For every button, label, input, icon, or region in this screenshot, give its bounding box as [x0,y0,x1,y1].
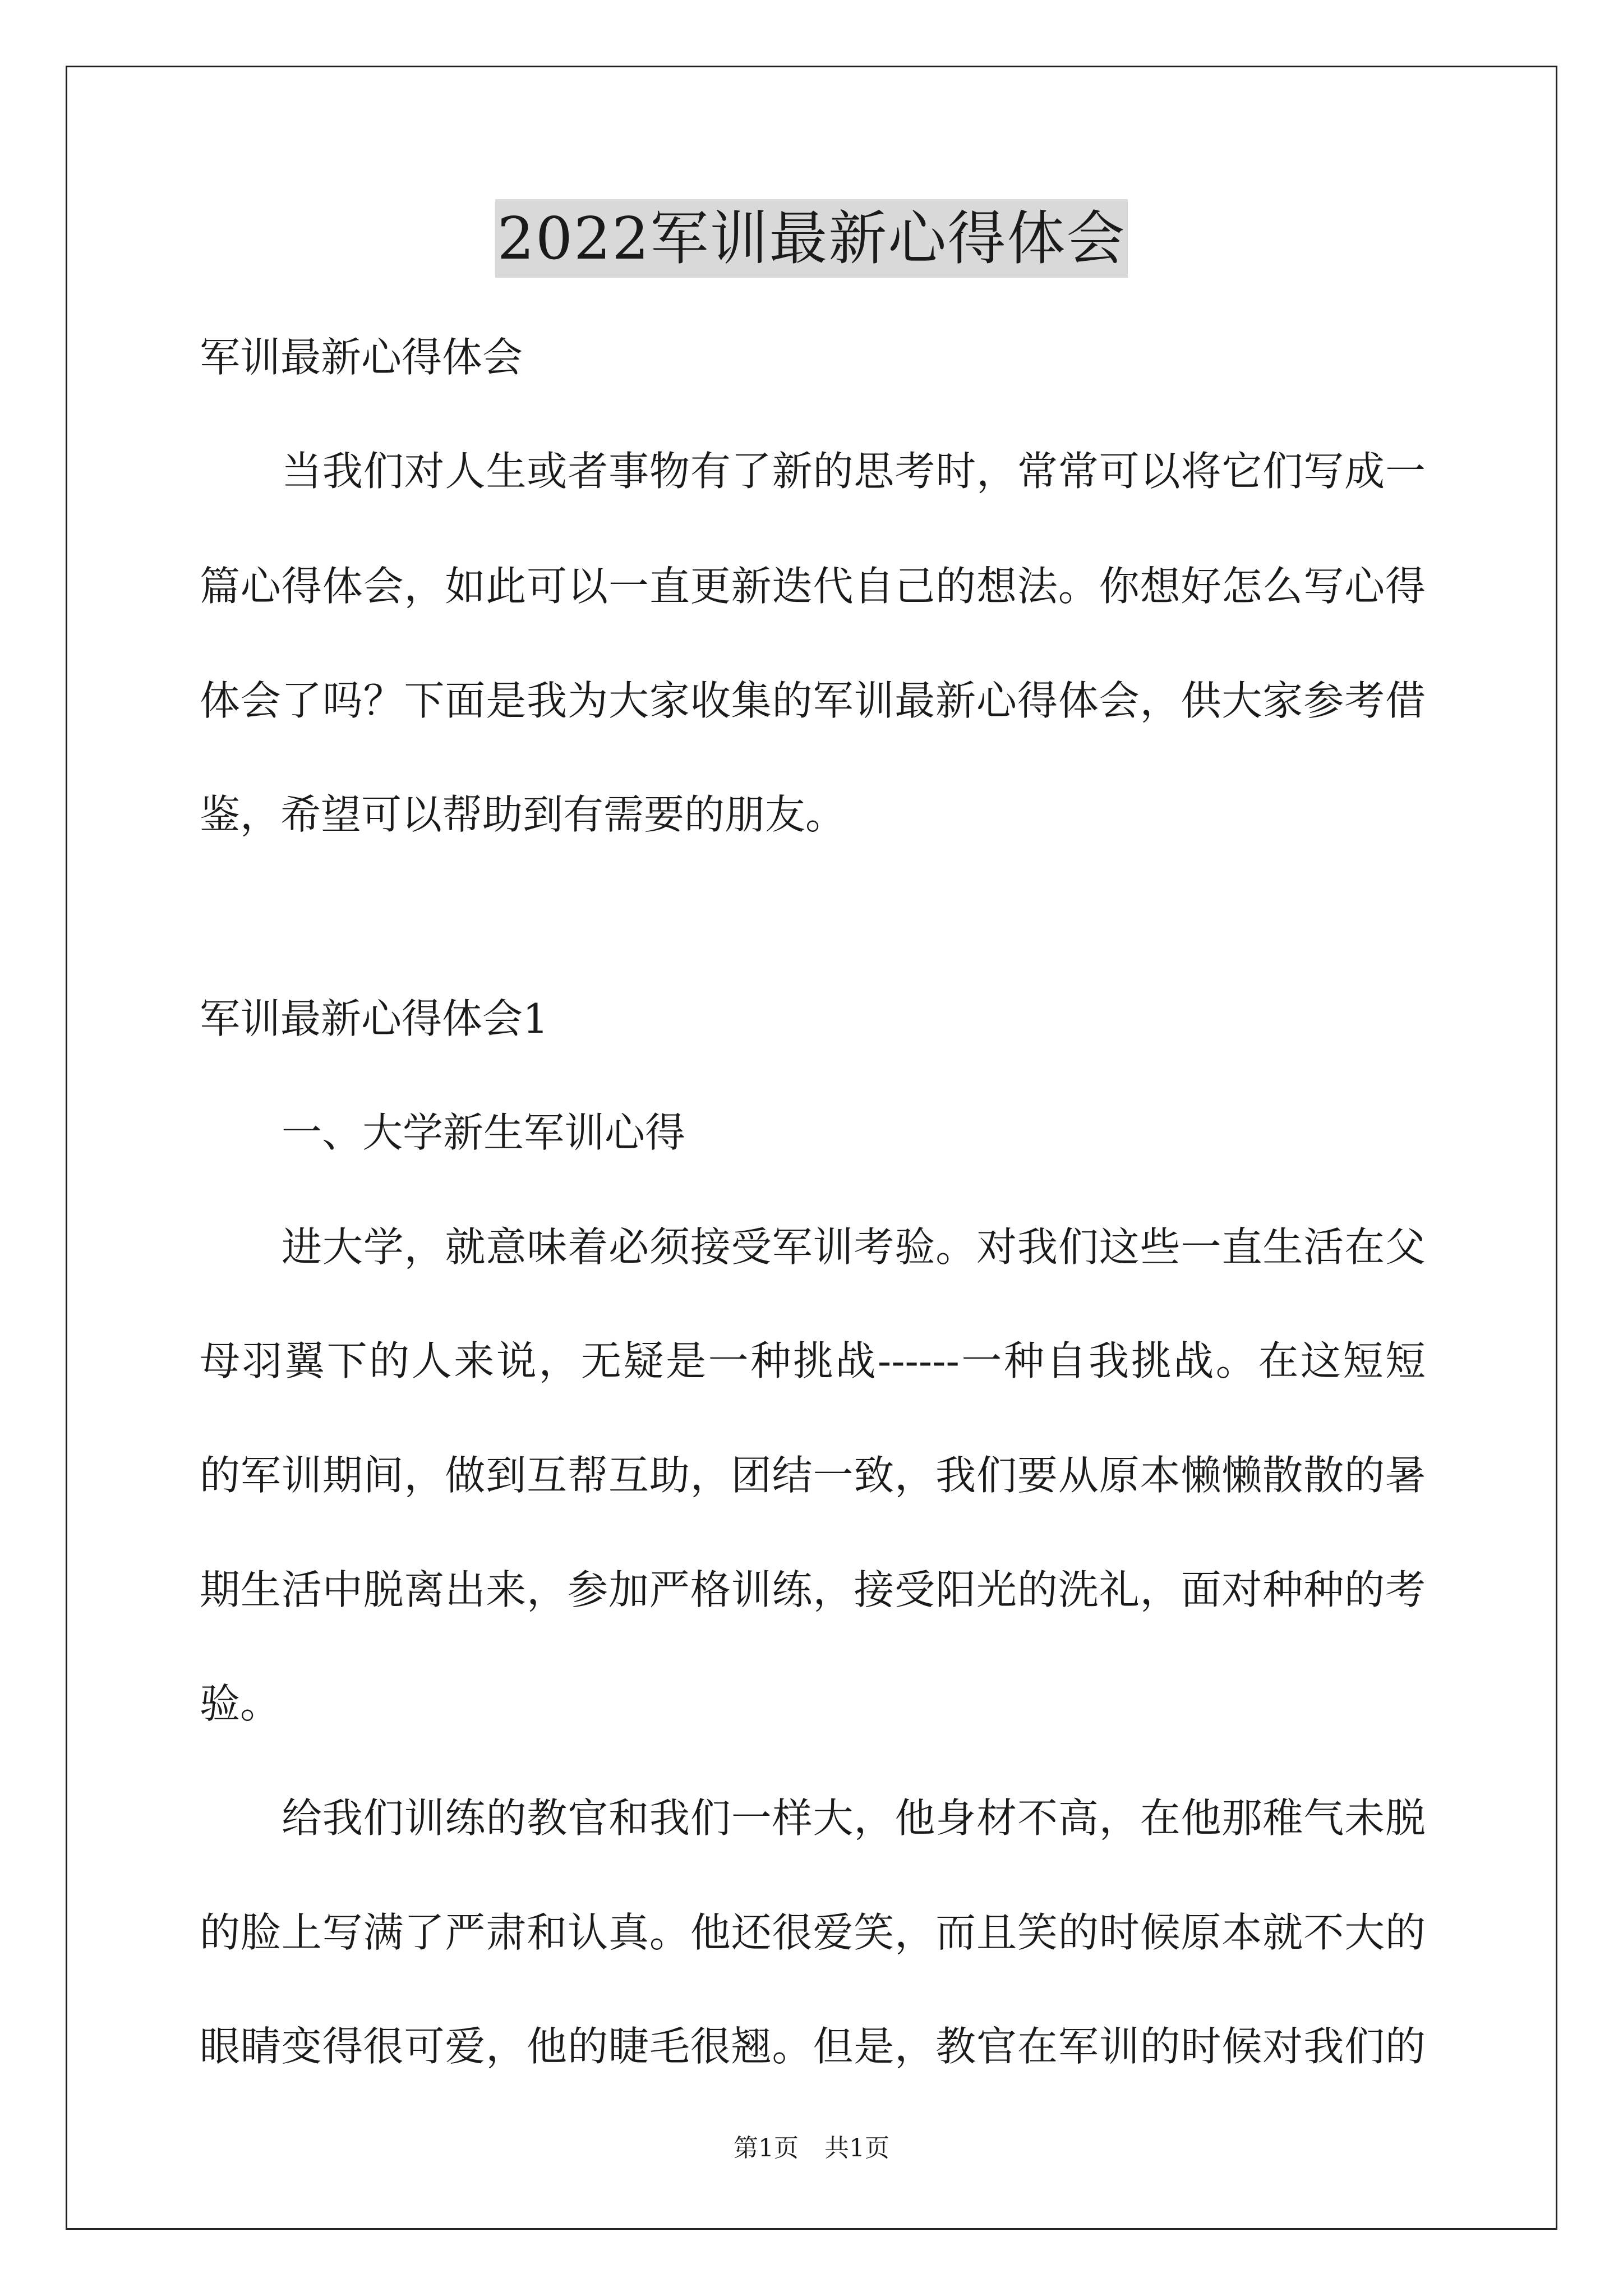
page-number: 第1页 [734,2134,799,2162]
paragraph-line: 母羽翼下的人来说，无疑是一种挑战------一种自我挑战。在这短短 [200,1337,1426,1384]
document-title: 2022军训最新心得体会 [495,199,1128,278]
intro-line: 体会了吗？下面是我为大家收集的军训最新心得体会，供大家参考借 [200,677,1426,724]
paragraph-line: 给我们训练的教官和我们一样大，他身材不高，在他那稚气未脱 [282,1795,1426,1842]
subheading: 一、大学新生军训心得 [282,1109,686,1156]
paragraph-line: 的军训期间，做到互帮互助，团结一致，我们要从原本懒懒散散的暑 [200,1452,1426,1499]
intro-line: 鉴，希望可以帮助到有需要的朋友。 [200,791,846,838]
document-subtitle: 军训最新心得体会 [200,334,523,381]
page-footer [0,2132,1623,2165]
paragraph-line: 期生活中脱离出来，参加严格训练，接受阳光的洗礼，面对种种的考 [200,1566,1426,1613]
paragraph-line: 的脸上写满了严肃和认真。他还很爱笑，而且笑的时候原本就不大的 [200,1909,1426,1956]
intro-line: 当我们对人生或者事物有了新的思考时，常常可以将它们写成一 [282,448,1426,495]
paragraph-line: 验。 [200,1680,281,1727]
paragraph-line: 进大学，就意味着必须接受军训考验。对我们这些一直生活在父 [282,1223,1426,1271]
section-heading: 军训最新心得体会1 [200,995,548,1042]
title-container [0,199,1623,278]
page-total: 共1页 [824,2134,889,2162]
intro-line: 篇心得体会，如此可以一直更新迭代自己的想法。你想好怎么写心得 [200,563,1426,610]
paragraph-line: 眼睛变得很可爱，他的睫毛很翘。但是，教官在军训的时候对我们的 [200,2023,1426,2070]
